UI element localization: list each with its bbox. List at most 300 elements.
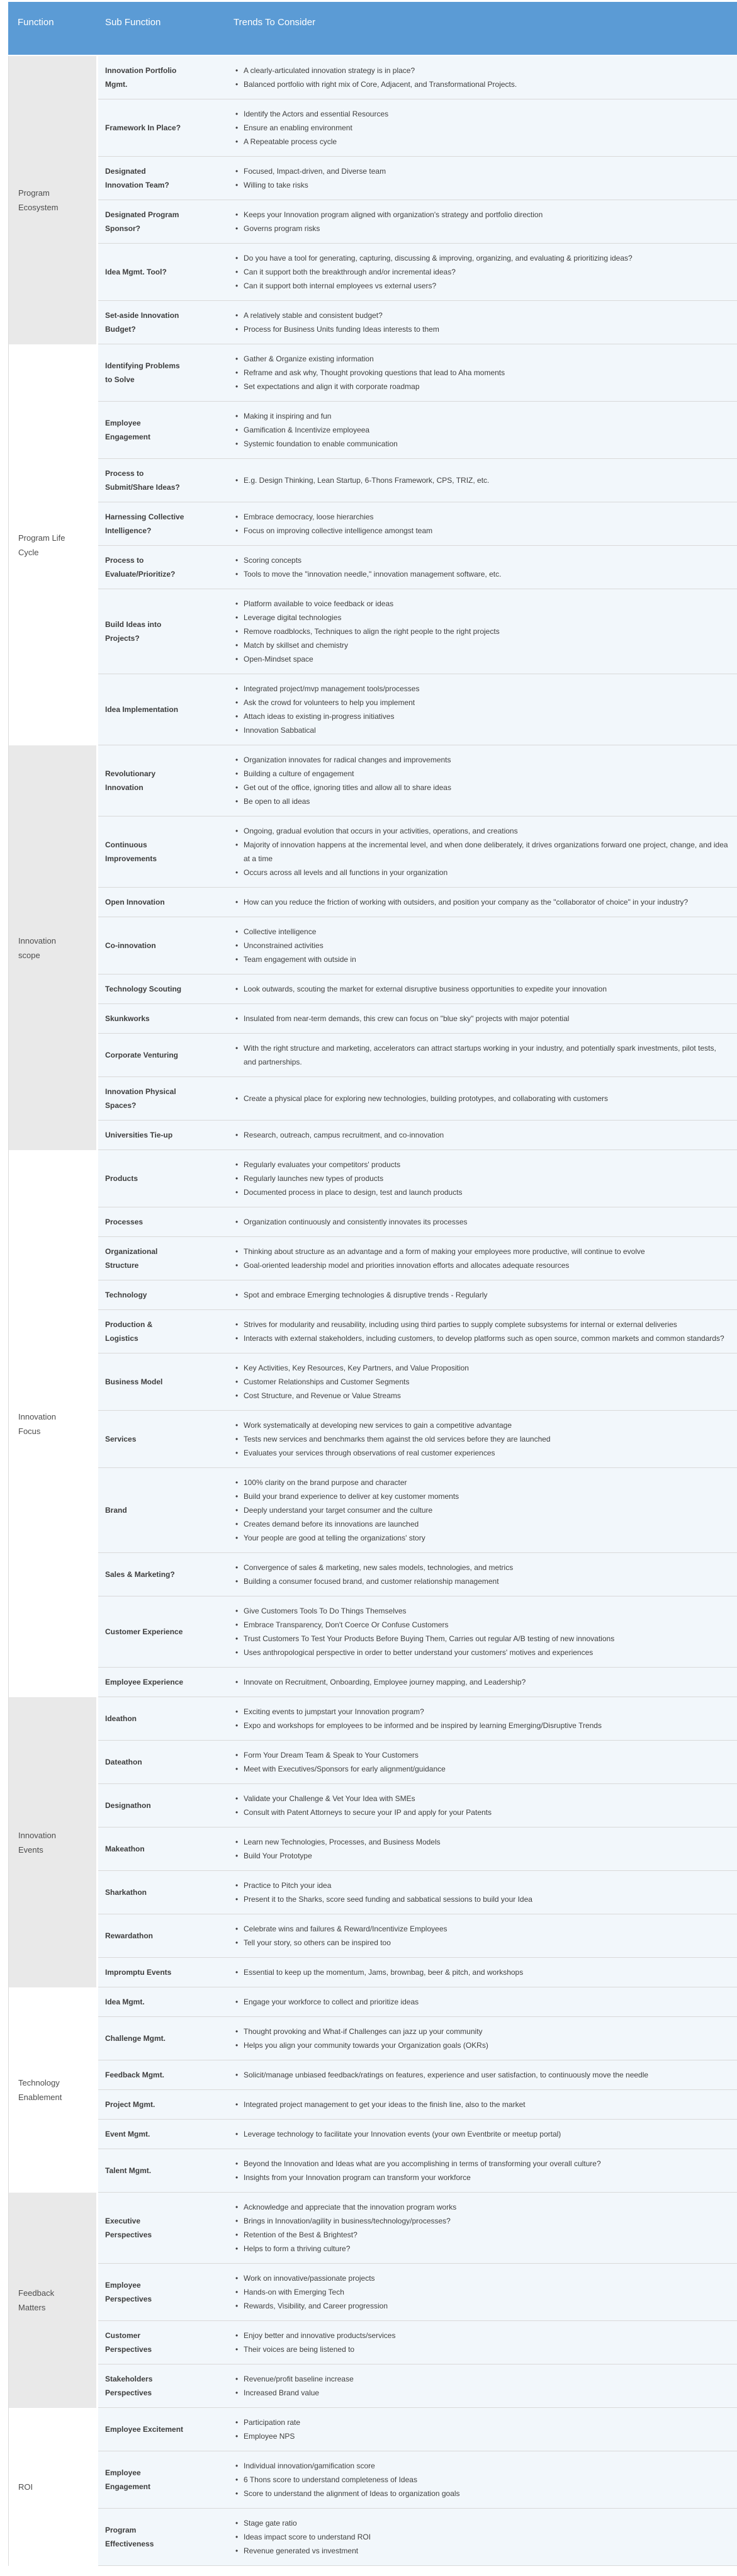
sub-function-label-line: Organizational	[105, 1247, 158, 1256]
bullet-text: Convergence of sales & marketing, new sales models, technologies, and metrics	[244, 1563, 514, 1572]
trends-cell	[230, 1995, 737, 2009]
trends-cell	[230, 753, 737, 808]
function-label	[18, 2286, 54, 2315]
trends-cell	[230, 1418, 737, 1460]
bullet-text: With the right structure and marketing, accelerators can attract startups working in your industry, and potentially spark investments, pilot tests, and partnerships.	[244, 1044, 716, 1066]
sub-function-label	[105, 939, 156, 952]
sub-function-label	[105, 618, 161, 645]
sub-function-label-line: Idea Mgmt. Tool?	[105, 268, 167, 276]
trends-cell	[230, 1288, 737, 1302]
bullet-item	[235, 1849, 729, 1863]
bullet-item	[235, 2329, 729, 2342]
bullet-icon: •	[235, 2100, 239, 2109]
bullet-icon: •	[235, 556, 239, 565]
table-body	[8, 56, 737, 2566]
sub-function-label-line: Rewardathon	[105, 1931, 154, 1940]
section-rows	[98, 2408, 737, 2566]
bullet-item	[235, 638, 729, 652]
bullet-icon: •	[235, 2244, 239, 2253]
trends-cell	[230, 2415, 737, 2443]
bullet-icon: •	[235, 726, 239, 735]
sub-function-cell	[98, 553, 230, 581]
bullet-icon: •	[235, 167, 239, 176]
bullet-text: Documented process in place to design, test and launch products	[244, 1188, 463, 1197]
bullet-text: Tell your story, so others can be inspired too	[244, 1938, 391, 1947]
sub-function-cell	[98, 107, 230, 149]
bullet-item	[235, 1389, 729, 1403]
sub-function-cell	[98, 1041, 230, 1069]
bullet-icon: •	[235, 1261, 239, 1270]
trends-cell	[230, 2372, 737, 2400]
bullet-text: Validate your Challenge & Vet Your Idea with SMEs	[244, 1794, 415, 1803]
sub-function-label	[105, 1568, 175, 1581]
sub-function-label-line: Employee	[105, 2468, 141, 2477]
bullet-text: Essential to keep up the momentum, Jams, brownbag, beer & pitch, and workshops	[244, 1968, 524, 1977]
bullet-text: Revenue generated vs investment	[244, 2546, 359, 2555]
bullet-icon: •	[235, 1607, 239, 1615]
sub-function-label-line: Talent Mgmt.	[105, 2166, 152, 2175]
bullet-icon: •	[235, 1678, 239, 1686]
bullet-text: Deeply understand your target consumer and the culture	[244, 1506, 433, 1515]
bullet-icon: •	[235, 641, 239, 650]
sub-function-label-line: Improvements	[105, 854, 157, 863]
sub-function-label	[105, 1318, 152, 1345]
sub-function-cell	[98, 597, 230, 666]
sub-function-cell	[98, 64, 230, 91]
sub-function-cell	[98, 682, 230, 737]
sub-function-label-line: Stakeholders	[105, 2375, 153, 2383]
bullet-icon: •	[235, 1794, 239, 1803]
bullet-text: Insights from your Innovation program can transform your workforce	[244, 2173, 471, 2182]
bullet-icon: •	[235, 2070, 239, 2079]
sub-function-label-line: Engagement	[105, 432, 151, 441]
sub-function-label-line: Services	[105, 1435, 137, 1443]
bullet-text: E.g. Design Thinking, Lean Startup, 6-Thons Framework, CPS, TRIZ, etc.	[244, 476, 490, 485]
bullet-text: Process for Business Units funding Ideas interests to them	[244, 325, 439, 334]
bullet-text: Creates demand before its innovations are launched	[244, 1520, 419, 1528]
bullet-text: Organization innovates for radical changes and improvements	[244, 755, 451, 764]
bullet-icon: •	[235, 2432, 239, 2441]
bullet-item	[235, 380, 729, 393]
sub-function-label-line: Effectiveness	[105, 2539, 154, 2548]
sub-function-label-line: Employee	[105, 2281, 141, 2290]
sub-function-cell	[98, 466, 230, 494]
function-label-line: Program	[18, 188, 50, 198]
function-section-technology-enablement	[8, 1987, 737, 2193]
bullet-icon: •	[235, 627, 239, 636]
bullet-text: Team engagement with outside in	[244, 955, 356, 964]
sub-function-label-line: Mgmt.	[105, 80, 128, 89]
trends-cell	[230, 682, 737, 737]
sub-function-label-line: Corporate Venturing	[105, 1051, 179, 1059]
sub-function-label	[105, 2278, 152, 2306]
bullet-text: Occurs across all levels and all functions in your organization	[244, 868, 448, 877]
table-row	[98, 917, 737, 974]
section-rows	[98, 1697, 737, 1987]
trends-cell	[230, 2271, 737, 2313]
sub-function-cell	[98, 2157, 230, 2184]
bullet-item	[235, 1331, 729, 1345]
trends-cell	[230, 1318, 737, 1345]
sub-function-label-line: Continuous	[105, 840, 147, 849]
sub-function-cell	[98, 2415, 230, 2443]
bullet-text: Work on innovative/passionate projects	[244, 2274, 375, 2283]
bullet-item	[235, 64, 729, 77]
table-row	[98, 459, 737, 502]
sub-function-label	[105, 2372, 152, 2400]
sub-function-label	[105, 1799, 151, 1812]
sub-function-label-line: Impromptu Events	[105, 1968, 172, 1977]
bullet-icon: •	[235, 137, 239, 146]
bullet-text: How can you reduce the friction of working with outsiders, and position your company as the "collaborator of choice" in your industry?	[244, 898, 689, 907]
trends-cell	[230, 1748, 737, 1776]
sub-function-label	[105, 2422, 183, 2436]
bullet-item	[235, 1531, 729, 1545]
table-row	[98, 1310, 737, 1353]
sub-function-label	[105, 416, 150, 444]
bullet-text: Can it support both internal employees vs external users?	[244, 281, 437, 290]
sub-function-label	[105, 1755, 142, 1769]
bullet-icon: •	[235, 1938, 239, 1947]
bullet-text: Revenue/profit baseline increase	[244, 2375, 354, 2383]
bullet-icon: •	[235, 2418, 239, 2427]
table-row	[98, 157, 737, 200]
bullet-item	[235, 567, 729, 581]
table-row	[98, 674, 737, 745]
sub-function-label-line: Innovation Physical	[105, 1087, 176, 1096]
sub-function-label	[105, 1675, 183, 1689]
bullet-item	[235, 624, 729, 638]
bullet-text: Thinking about structure as an advantage and a form of making your employees more productive, will continue to evolve	[244, 1247, 645, 1256]
bullet-item	[235, 1245, 729, 1258]
sub-function-cell	[98, 1288, 230, 1302]
table-row	[98, 1697, 737, 1741]
bullet-icon: •	[235, 1174, 239, 1183]
bullet-item	[235, 1418, 729, 1432]
bullet-text: Present it to the Sharks, score seed funding and sabbatical sessions to build your Idea	[244, 1895, 532, 1904]
function-label	[18, 1409, 56, 1438]
sub-function-label	[105, 164, 169, 192]
bullet-item	[235, 2242, 729, 2256]
sub-function-label-line: Designathon	[105, 1801, 151, 1810]
table-row	[98, 1077, 737, 1121]
table-row	[98, 1034, 737, 1077]
bullet-icon: •	[235, 1620, 239, 1629]
bullet-item	[235, 2098, 729, 2111]
trends-cell	[230, 2098, 737, 2111]
column-header-trends: Trends To Consider	[233, 17, 316, 28]
bullet-icon: •	[235, 526, 239, 535]
sub-function-label-line: Perspectives	[105, 2345, 152, 2354]
bullet-text: Beyond the Innovation and Ideas what are you accomplishing in terms of transforming your overall culture?	[244, 2159, 601, 2168]
bullet-text: Focus on improving collective intelligence amongst team	[244, 526, 433, 535]
bullet-item	[235, 1892, 729, 1906]
bullet-icon: •	[235, 797, 239, 806]
bullet-item	[235, 1748, 729, 1762]
bullet-icon: •	[235, 599, 239, 608]
trends-cell	[230, 1085, 737, 1112]
bullet-text: Integrated project management to get your ideas to the finish line, also to the market	[244, 2100, 526, 2109]
function-label	[18, 531, 65, 560]
bullet-icon: •	[235, 1648, 239, 1657]
sub-function-label-line: Universities Tie-up	[105, 1131, 173, 1139]
bullet-icon: •	[235, 1492, 239, 1501]
bullet-text: Regularly launches new types of products	[244, 1174, 384, 1183]
sub-function-label	[105, 1048, 178, 1062]
bullet-item	[235, 1446, 729, 1460]
trends-cell	[230, 2516, 737, 2558]
function-label	[18, 2076, 62, 2104]
bullet-text: Cost Structure, and Revenue or Value Streams	[244, 1391, 401, 1400]
sub-function-label-line: Harnessing Collective	[105, 512, 184, 521]
sub-function-label-line: Dateathon	[105, 1758, 142, 1766]
trends-cell	[230, 553, 737, 581]
sub-function-label-line: Co-innovation	[105, 941, 156, 950]
bullet-text: Reframe and ask why, Thought provoking questions that lead to Aha moments	[244, 368, 505, 377]
column-header-sub-function: Sub Function	[105, 17, 161, 28]
bullet-icon: •	[235, 382, 239, 391]
bullet-item	[235, 1618, 729, 1632]
table-row	[98, 1468, 737, 1553]
function-cell	[8, 2193, 96, 2408]
sub-function-label-line: Products	[105, 1174, 138, 1183]
bullet-item	[235, 2415, 729, 2429]
bullet-icon: •	[235, 268, 239, 276]
sub-function-label-line: Engagement	[105, 2482, 151, 2491]
function-label-line: Cycle	[18, 547, 39, 557]
bullet-item	[235, 2530, 729, 2544]
bullet-text: Leverage digital technologies	[244, 613, 342, 622]
function-cell	[8, 745, 96, 1150]
sub-function-label-line: Open Innovation	[105, 898, 165, 907]
table-row	[98, 589, 737, 674]
function-label-line: Focus	[18, 1426, 41, 1436]
function-cell	[8, 2408, 96, 2566]
sub-function-label	[105, 553, 175, 581]
bullet-item	[235, 1995, 729, 2009]
table-row	[98, 1596, 737, 1668]
section-rows	[98, 2193, 737, 2408]
sub-function-label-line: Challenge Mgmt.	[105, 2034, 166, 2043]
sub-function-label-line: Process to	[105, 469, 144, 478]
sub-function-label	[105, 121, 181, 135]
trends-cell	[230, 1561, 737, 1588]
sub-function-label-line: Executive	[105, 2217, 141, 2225]
sub-function-label	[105, 2329, 152, 2356]
bullet-text: Increased Brand value	[244, 2388, 320, 2397]
bullet-icon: •	[235, 613, 239, 622]
sub-function-cell	[98, 1748, 230, 1776]
bullet-item	[235, 409, 729, 423]
bullet-icon: •	[235, 985, 239, 993]
function-label-line: Ecosystem	[18, 203, 59, 212]
bullet-text: 100% clarity on the brand purpose and character	[244, 1478, 407, 1487]
trends-table	[8, 2, 737, 2566]
bullet-icon: •	[235, 1160, 239, 1169]
bullet-item	[235, 1574, 729, 1588]
trends-cell	[230, 1922, 737, 1950]
bullet-item	[235, 1936, 729, 1950]
bullet-item	[235, 1432, 729, 1446]
bullet-text: Making it inspiring and fun	[244, 412, 332, 421]
bullet-item	[235, 652, 729, 666]
sub-function-label	[105, 1245, 157, 1272]
sub-function-label-line: Revolutionary	[105, 769, 156, 778]
bullet-item	[235, 2200, 729, 2214]
bullet-item	[235, 1318, 729, 1331]
sub-function-label	[105, 64, 176, 91]
sub-function-label-line: Designated	[105, 167, 146, 176]
sub-function-cell	[98, 2516, 230, 2558]
sub-function-cell	[98, 1878, 230, 1906]
trends-cell	[230, 1705, 737, 1732]
bullet-text: Ensure an enabling environment	[244, 123, 352, 132]
table-row	[98, 1237, 737, 1280]
function-label-line: Enablement	[18, 2093, 62, 2102]
sub-function-label-line: Sponsor?	[105, 224, 140, 233]
table-row	[98, 2149, 737, 2193]
trends-cell	[230, 2157, 737, 2184]
sub-function-label-line: Brand	[105, 1506, 127, 1515]
sub-function-cell	[98, 1705, 230, 1732]
bullet-item	[235, 2127, 729, 2141]
bullet-icon: •	[235, 1377, 239, 1386]
bullet-text: Customer Relationships and Customer Segments	[244, 1377, 410, 1386]
function-section-program-life-cycle	[8, 344, 737, 745]
sub-function-label-line: Technology	[105, 1291, 147, 1299]
bullet-item	[235, 1719, 729, 1732]
bullet-icon: •	[235, 1188, 239, 1197]
trends-cell	[230, 2329, 737, 2356]
sub-function-label	[105, 1995, 145, 2009]
bullet-icon: •	[235, 941, 239, 950]
sub-function-label-line: Event Mgmt.	[105, 2130, 150, 2138]
bullet-text: Goal-oriented leadership model and priorities innovation efforts and allocates adequate resources	[244, 1261, 570, 1270]
table-row	[98, 1411, 737, 1468]
trends-cell	[230, 1215, 737, 1229]
bullet-text: Expo and workshops for employees to be informed and be inspired by learning Emerging/Disruptive Trends	[244, 1721, 602, 1730]
sub-function-label-line: to Solve	[105, 375, 135, 384]
bullet-icon: •	[235, 2489, 239, 2498]
sub-function-cell	[98, 1476, 230, 1545]
bullet-text: 6 Thons score to understand completeness of Ideas	[244, 2475, 417, 2484]
bullet-item	[235, 925, 729, 939]
bullet-item	[235, 939, 729, 952]
table-row	[98, 1871, 737, 1914]
function-cell	[8, 344, 96, 745]
sub-function-cell	[98, 2329, 230, 2356]
trends-cell	[230, 2025, 737, 2052]
table-row	[98, 56, 737, 99]
bullet-icon: •	[235, 2475, 239, 2484]
bullet-item	[235, 222, 729, 235]
bullet-item	[235, 322, 729, 336]
sub-function-label	[105, 359, 180, 387]
bullet-icon: •	[235, 1997, 239, 2006]
sub-function-cell	[98, 1418, 230, 1460]
bullet-icon: •	[235, 2274, 239, 2283]
function-label	[18, 186, 59, 215]
bullet-item	[235, 1604, 729, 1618]
table-row	[98, 1668, 737, 1697]
sub-function-cell	[98, 2098, 230, 2111]
sub-function-label	[105, 838, 157, 866]
function-label-line: Events	[18, 1844, 43, 1855]
bullet-item	[235, 781, 729, 794]
sub-function-label	[105, 703, 178, 716]
bullet-item	[235, 1041, 729, 1069]
bullet-item	[235, 1705, 729, 1719]
table-row	[98, 344, 737, 402]
bullet-icon: •	[235, 755, 239, 764]
sub-function-label	[105, 1128, 172, 1142]
bullet-item	[235, 753, 729, 767]
section-rows	[98, 1150, 737, 1697]
trends-cell	[230, 409, 737, 451]
bullet-text: Brings in Innovation/agility in business/technology/processes?	[244, 2217, 451, 2225]
bullet-icon: •	[235, 769, 239, 778]
bullet-icon: •	[235, 1364, 239, 1372]
bullet-text: Employee NPS	[244, 2432, 295, 2441]
bullet-icon: •	[235, 354, 239, 363]
bullet-item	[235, 308, 729, 322]
bullet-item	[235, 2516, 729, 2530]
bullet-item	[235, 838, 729, 866]
bullet-text: Can it support both the breakthrough and/or incremental ideas?	[244, 268, 456, 276]
sub-function-cell	[98, 1835, 230, 1863]
table-row	[98, 888, 737, 917]
sub-function-label	[105, 1625, 183, 1639]
table-row	[98, 1150, 737, 1207]
table-row	[98, 1553, 737, 1596]
trends-cell	[230, 982, 737, 996]
bullet-icon: •	[235, 2388, 239, 2397]
bullet-icon: •	[235, 1968, 239, 1977]
function-label-line: ROI	[18, 2482, 33, 2492]
bullet-text: Helps to form a thriving culture?	[244, 2244, 351, 2253]
bullet-icon: •	[235, 66, 239, 75]
bullet-icon: •	[235, 1506, 239, 1515]
sub-function-cell	[98, 2068, 230, 2082]
bullet-icon: •	[235, 1014, 239, 1023]
sub-function-label-line: Skunkworks	[105, 1014, 150, 1023]
sub-function-label	[105, 2164, 151, 2178]
sub-function-cell	[98, 409, 230, 451]
bullet-text: A clearly-articulated innovation strategy is in place?	[244, 66, 415, 75]
sub-function-cell	[98, 1965, 230, 1979]
sub-function-cell	[98, 1245, 230, 1272]
bullet-text: Embrace Transparency, Don't Coerce Or Confuse Customers	[244, 1620, 449, 1629]
bullet-icon: •	[235, 2375, 239, 2383]
bullet-icon: •	[235, 868, 239, 877]
bullet-item	[235, 2285, 729, 2299]
sub-function-label-line: Processes	[105, 1217, 143, 1226]
sub-function-cell	[98, 1792, 230, 1819]
bullet-icon: •	[235, 1838, 239, 1846]
bullet-icon: •	[235, 2217, 239, 2225]
sub-function-label	[105, 2523, 154, 2551]
bullet-icon: •	[235, 2546, 239, 2555]
bullet-item	[235, 553, 729, 567]
table-row	[98, 2090, 737, 2120]
bullet-icon: •	[235, 2345, 239, 2354]
sub-function-cell	[98, 1995, 230, 2009]
bullet-text: Trust Customers To Test Your Products Before Buying Them, Carries out regular A/B testing of new innovations	[244, 1634, 615, 1643]
bullet-text: Innovation Sabbatical	[244, 726, 316, 735]
bullet-icon: •	[235, 827, 239, 835]
sub-function-label	[105, 265, 167, 279]
bullet-item	[235, 1561, 729, 1574]
